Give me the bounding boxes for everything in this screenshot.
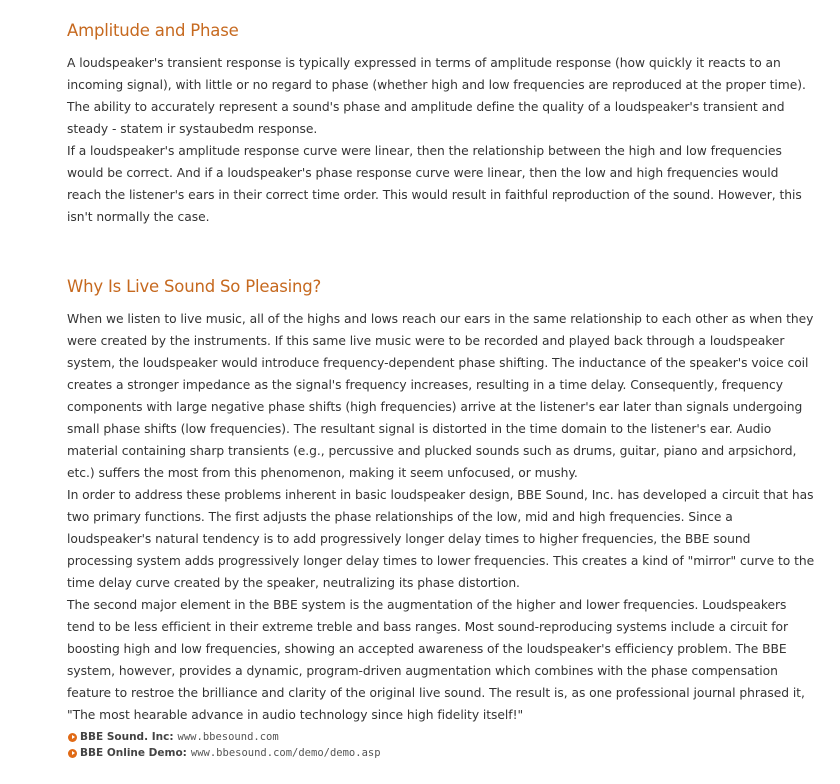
paragraph: In order to address these problems inherent in basic loudspeaker design, BBE Sound, Inc. has developed a circuit that has two primary functions. The first adjusts the phase relationships of the low, mid and high frequencies. Since a loudspeaker's natural tendency is to add progressively longer delay times to higher frequencies, the BBE sound processing system adds progressively longer delay times to lower frequencies. This creates a kind of "mirror" curve to the time delay curve created by the speaker, neutralizing its phase distortion. [67,488,815,590]
link-row-bbe-demo [68,745,381,761]
paragraph: A loudspeaker's transient response is typically expressed in terms of amplitude response (how quickly it reacts to an incoming signal), with little or no regard to phase (whether high and low frequencies are reproduced at the proper time). The ability to accurately represent a sound's phase and amplitude define the quality of a loudspeaker's transient and steady - statem ir systaubedm response. [67,56,806,136]
link-label: BBE Online Demo: [80,747,187,759]
link-row-bbe-sound [68,729,381,745]
bullet-arrow-icon [68,749,77,758]
section-heading-live-sound: Why Is Live Sound So Pleasing? [67,277,322,296]
reference-links [68,729,381,761]
link-label: BBE Sound. Inc: [80,731,174,743]
bbe-sound-link[interactable]: www.bbesound.com [177,731,279,743]
article-content [67,18,815,726]
paragraph: If a loudspeaker's amplitude response curve were linear, then the relationship between the high and low frequencies would be correct. And if a loudspeaker's phase response curve were linear, then the low and high frequencies would reach the listener's ears in their correct time order. This would result in faithful reproduction of the sound. However, this isn't normally the case. [67,144,802,224]
bullet-arrow-icon [68,733,77,742]
bbe-demo-link[interactable]: www.bbesound.com/demo/demo.asp [190,747,381,759]
paragraph: The second major element in the BBE system is the augmentation of the higher and lower frequencies. Loudspeakers tend to be less efficient in their extreme treble and bass ranges. Most sound-reproducing systems include a circuit for boosting high and low frequencies, showing an accepted awareness of the loudspeaker's efficiency problem. The BBE system, however, provides a dynamic, program-driven augmentation which combines with the phase compensation feature to restroe the brilliance and clarity of the original live sound. The result is, as one professional journal phrased it, "The most hearable advance in audio technology since high fidelity itself!" [67,598,805,722]
section-heading-amplitude-phase: Amplitude and Phase [67,21,239,40]
paragraph: When we listen to live music, all of the highs and lows reach our ears in the same relationship to each other as when they were created by the instruments. If this same live music were to be recorded and played back through a loudspeaker system, the loudspeaker would introduce frequency-dependent phase shifting. The inductance of the speaker's voice coil creates a stronger impedance as the signal's frequency increases, resulting in a time delay. Consequently, frequency components with large negative phase shifts (high frequencies) arrive at the listener's ear later than signals undergoing small phase shifts (low frequencies). The resultant signal is distorted in the time domain to the listener's ear. Audio material containing sharp transients (e.g., percussive and plucked sounds such as drums, guitar, piano and arpsichord, etc.) suffers the most from this phenomenon, making it seem unfocused, or mushy. [67,312,814,480]
